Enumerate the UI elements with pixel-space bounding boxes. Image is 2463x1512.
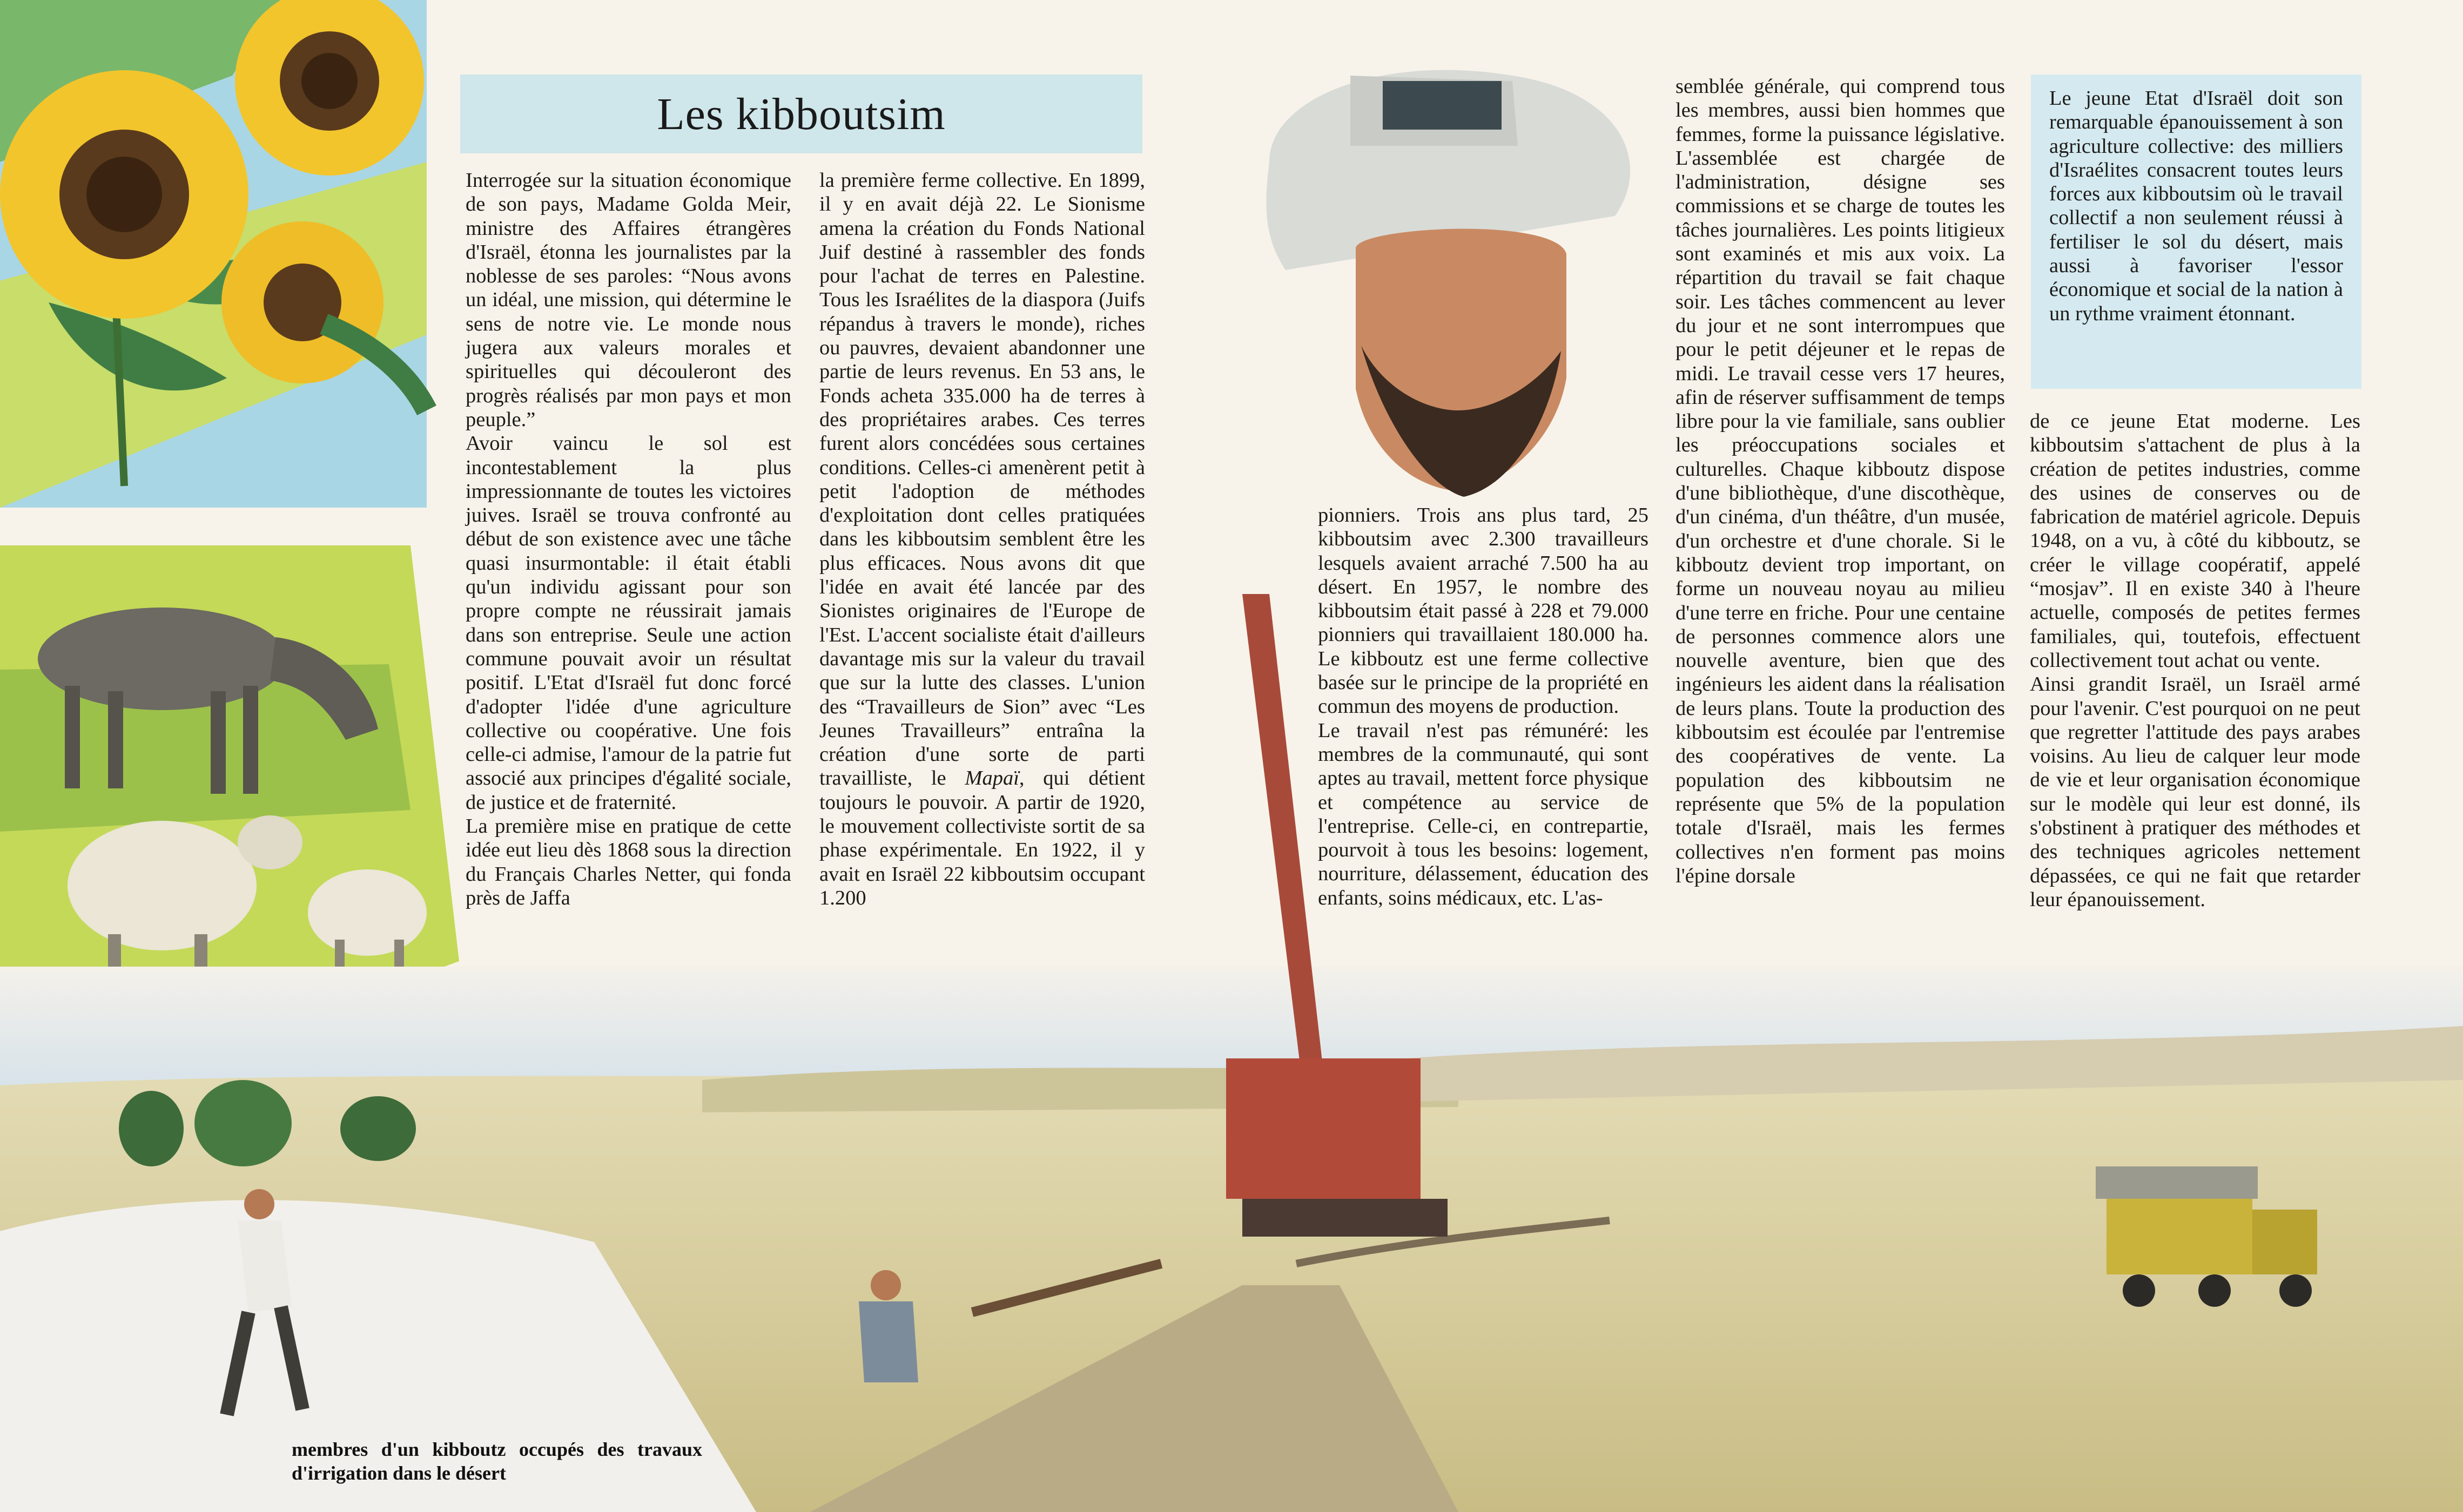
paragraph: Interrogée sur la situation économique de son pays, Madame Golda Meir, ministre des Affaires étrangères d'Israël, étonna les journalistes par la noblesse de ses paroles: “Nous avons un idéal, une mission, qui détermine le sens de notre vie. Le monde nous jugera aux valeurs morales et spirituelles qui découleront des progrès réalisés par mon pays et mon peuple.”	[466, 169, 791, 431]
paragraph: Avoir vaincu le sol est incontestablement la plus impressionnante de toutes les victoires juives. Israël se trouva confronté au début de son existence avec une tâche quasi insurmontable: il était établi qu'un individu agissant pour son propre compte ne réussirait jamais dans son entreprise. Seule une action commune pouvait avoir un résultat positif. L'Etat d'Israël fut donc forcé d'adopter l'idée d'une agriculture collective ou coopérative. Une fois celle-ci admise, l'amour de la patrie fut associé aux principes d'égalité sociale, de justice et de fraternité.	[466, 432, 791, 814]
sunflower-icon	[221, 221, 383, 383]
summary-box	[2031, 75, 2361, 389]
sunflower-icon	[0, 70, 248, 319]
paragraph: Le travail n'est pas rémunéré: les membres de la communauté, qui sont aptes au travail, mettent force physique et compétence au service de l'entreprise. Celle-ci, en contrepartie, pourvoit à tous les besoins: logement, nourriture, délassement, éducation des enfants, soins médicaux, etc. L'as-	[1318, 719, 1648, 909]
text-segment: la première ferme collective. En 1899, il y en avait déjà 22. Le Sionisme amena la création du Fonds National Juif destiné à rassembler des fonds pour l'achat de terres en Palestine. Tous les Israélites de la diaspora (Juifs répandus à travers le monde), riches ou pauvres, devaient abandonner une partie de leurs revenus. En 53 ans, le Fonds acheta 335.000 ha de terres à des propriétaires arabes. Ces terres furent alors concédées sous certaines conditions. Celles-ci amenèrent petit à petit l'adoption de méthodes d'exploitation dont celles pratiquées dans les kibboutsim semblent être les plus efficaces. Nous avons dit que l'idée en avait été lancée par des Sionistes originaires de l'Europe de l'Est. L'accent socialiste était d'ailleurs davantage mis sur la valeur du travail que sur la lutte des classes. L'union des “Travailleurs de Sion” avec “Les Jeunes Travailleurs” entraîna la création d'une sorte de parti travailliste, le	[819, 169, 1145, 790]
paragraph: de ce jeune Etat moderne. Les kibboutsim s'attachent de plus à la création de petites industries, comme des usines de conserves ou de fabrication de matériel agricole. Depuis 1948, on a vu, à côté du kibboutz, se créer le village coopératif, appelé “mosjav”. Il en existe 340 à l'heure actuelle, composés de petites fermes familiales, qui, toutefois, effectuent collectivement tout achat ou vente.	[2030, 410, 2360, 672]
text-column-5	[2030, 409, 2360, 912]
paragraph: semblée générale, qui comprend tous les membres, aussi bien hommes que femmes, forme la puissance législative. L'assemblée est chargée de l'administration, désigne ses commissions et se charge de toutes les tâches journalières. Les points litigieux sont examinés et mis aux voix. La répartition du travail se fait chaque soir. Les tâches commencent au lever du jour et ne sont interrompues que pour le petit déjeuner et le repas de midi. Le travail cesse vers 17 heures, afin de réserver suffisamment de temps libre pour la vie familiale, sans oublier les préoccupations sociales et culturelles. Chaque kibboutz dispose d'une bibliothèque, d'une discothèque, d'un cinéma, d'un théâtre, d'un musée, d'un orchestre et d'une chorale. Si le kibboutz devient trop important, on forme un nouveau noyau au milieu d'une terre en friche. Pour une centaine de personnes commence alors une nouvelle aventure, bien que des ingénieurs les aident dans la réalisation de leurs plans. Toute la production des kibboutsim est écoulée par l'entremise des coopératives de vente. La population des kibboutsim ne représente que 5% de la population totale d'Israël, mais les fermes collectives n'en forment pas moins l'épine dorsale	[1675, 75, 2005, 887]
text-column-3	[1318, 503, 1648, 910]
text-column-2	[819, 168, 1145, 910]
text-column-4	[1675, 75, 2005, 888]
title-banner	[460, 75, 1142, 153]
welder-portrait-illustration	[1266, 70, 1630, 497]
image-caption: membres d'un kibboutz occupés des travaux d'irrigation dans le désert	[292, 1439, 702, 1484]
text-column-1	[466, 168, 791, 910]
page-title: Les kibboutsim	[657, 89, 946, 139]
sunflowers-illustration	[0, 0, 427, 508]
paragraph: Ainsi grandit Israël, un Israël armé pour l'avenir. C'est pourquoi on ne peut que regretter l'attitude des pays arabes voisins. Au lieu de calquer leur mode de vie et leur organisation économique sur le modèle qui leur est donné, ils s'obstinent à pratiquer des méthodes et des techniques agricoles nettement dépassées, ce qui ne fait que retarder leur épanouissement.	[2030, 673, 2360, 911]
paragraph	[819, 168, 1145, 910]
party-name: Mapaï	[965, 767, 1019, 790]
summary-text: Le jeune Etat d'Israël doit son remarquable épanouissement à son agriculture collective: des milliers d'Israélites consacrent toutes leurs forces aux kibboutsim où le travail collectif a non seulement réussi à fertiliser le sol du désert, mais aussi à favoriser l'essor économique et social de la nation à un rythme vraiment étonnant.	[2049, 87, 2343, 325]
paragraph: La première mise en pratique de cette idée eut lieu dès 1868 sous la direction du Français Charles Netter, qui fonda près de Jaffa	[466, 815, 791, 909]
text-segment: , qui détient toujours le pouvoir. A partir de 1920, le mouvement collectiviste sortit de sa phase expérimentale. En 1922, il y avait en Israël 22 kibboutsim occupant 1.200	[819, 767, 1145, 909]
paragraph: pionniers. Trois ans plus tard, 25 kibboutsim avec 2.300 travailleurs lesquels avaient arraché 7.500 ha au désert. En 1957, le nombre des kibboutsim était passé à 228 et 79.000 pionniers qui travaillaient 180.000 ha. Le kibboutz est une ferme collective basée sur le principe de la propriété en commun des moyens de production.	[1318, 504, 1648, 718]
